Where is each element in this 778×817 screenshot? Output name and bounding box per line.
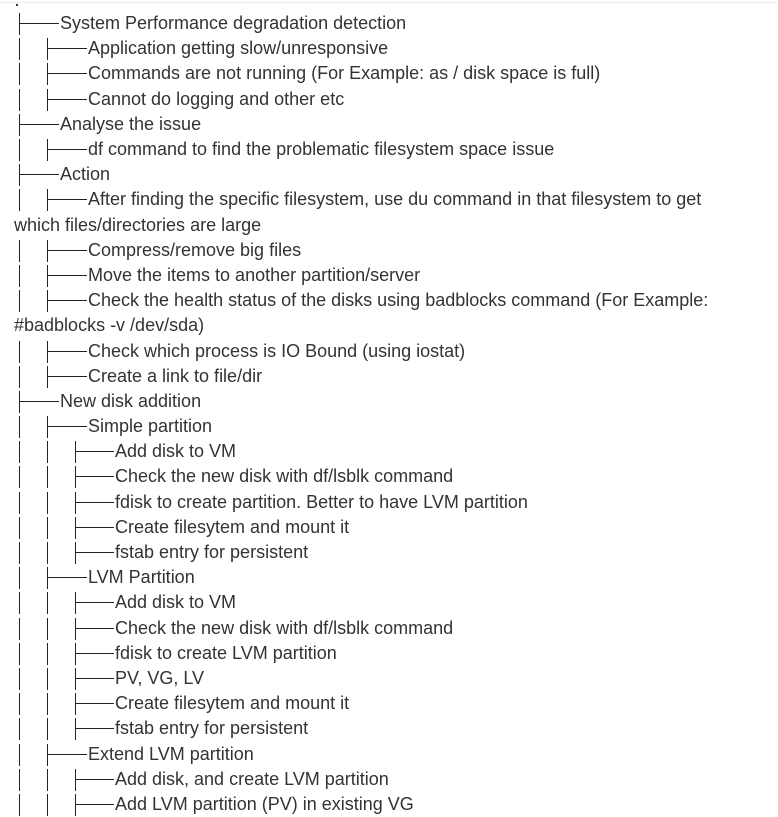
tree-item <box>14 414 764 439</box>
tree-branch-line <box>75 466 76 488</box>
bullet-dot <box>16 4 18 6</box>
tree-item <box>14 339 764 364</box>
tree-vertical-line <box>19 769 20 791</box>
tree-item-label: PV, VG, LV <box>115 667 205 688</box>
tree-connector <box>14 792 115 817</box>
tree-connector <box>14 61 88 86</box>
tree-item <box>14 288 764 338</box>
tree-branch-line <box>75 718 76 740</box>
tree-item <box>14 439 764 464</box>
tree-branch-line <box>75 476 114 477</box>
tree-vertical-line <box>47 592 48 614</box>
tree-vertical-line <box>47 668 48 690</box>
tree-vertical-line <box>47 794 48 816</box>
tree-item-label: Check the new disk with df/lsblk command <box>115 617 454 638</box>
tree-item <box>14 364 764 389</box>
tree-branch-line <box>75 779 114 780</box>
tree-vertical-line <box>19 89 20 111</box>
tree-branch-line <box>75 618 76 640</box>
tree-branch-line <box>75 804 114 805</box>
tree-branch-line <box>75 703 114 704</box>
tree-vertical-line <box>19 668 20 690</box>
tree-vertical-line <box>47 693 48 715</box>
top-border <box>0 2 778 3</box>
tree-connector <box>14 691 115 716</box>
tree-vertical-line <box>47 769 48 791</box>
tree-vertical-line <box>47 492 48 514</box>
tree-branch-line <box>75 668 76 690</box>
tree-connector <box>14 137 88 162</box>
tree-connector <box>14 238 88 263</box>
tree-vertical-line <box>19 794 20 816</box>
tree-item-label: Create filesytem and mount it <box>115 693 350 714</box>
tree-vertical-line <box>19 693 20 715</box>
tree-branch-line <box>47 290 48 312</box>
tree-item-label-continuation: which files/directories are large <box>14 214 262 235</box>
tree-item <box>14 389 764 414</box>
tree-item-label: Check the new disk with df/lsblk command <box>115 466 454 487</box>
tree-branch-line <box>47 265 48 287</box>
tree-connector <box>14 87 88 112</box>
tree-item <box>14 590 764 615</box>
tree-item <box>14 540 764 565</box>
tree-connector <box>14 767 115 792</box>
tree-connector <box>14 490 115 515</box>
tree-branch-line <box>75 592 76 614</box>
tree-connector <box>14 162 60 187</box>
tree-item-label: Application getting slow/unresponsive <box>88 38 389 59</box>
tree-item <box>14 616 764 641</box>
tree-branch-line <box>75 492 76 514</box>
tree-vertical-line <box>19 618 20 640</box>
tree-item-label: fstab entry for persistent <box>115 542 309 562</box>
tree-vertical-line <box>47 718 48 740</box>
tree-vertical-line <box>19 416 20 438</box>
tree-item-label: Add LVM partition (PV) in existing VG <box>115 793 414 814</box>
tree-item <box>14 187 764 237</box>
tree-item-label: df command to find the problematic filesystem space issue <box>88 138 555 159</box>
tree-connector <box>14 414 88 439</box>
tree-vertical-line <box>47 618 48 640</box>
tree-item <box>14 691 764 716</box>
tree-branch-line <box>47 240 48 262</box>
tree-branch-line <box>75 728 114 729</box>
tree-vertical-line <box>19 139 20 161</box>
tree-connector <box>14 339 88 364</box>
tree-branch-line <box>19 23 59 24</box>
tree-branch-line <box>47 38 48 60</box>
tree-item-label: Extend LVM partition <box>88 743 254 764</box>
tree-branch-line <box>19 124 59 125</box>
tree-item-label: System Performance degradation detection <box>60 13 407 33</box>
tree-item <box>14 162 764 187</box>
tree-branch-line <box>47 577 87 578</box>
tree-branch-line <box>75 628 114 629</box>
tree-item-label: fdisk to create partition. Better to have LVM partition <box>115 491 528 512</box>
tree-item <box>14 238 764 263</box>
tree-branch-line <box>19 391 20 413</box>
tree-connector <box>14 515 115 540</box>
tree-item <box>14 263 764 288</box>
tree-vertical-line <box>19 341 20 363</box>
tree-connector <box>14 590 115 615</box>
tree-branch-line <box>47 199 87 200</box>
tree-branch-line <box>75 552 114 553</box>
tree-connector <box>14 11 60 36</box>
tree-vertical-line <box>19 744 20 766</box>
tree-item <box>14 641 764 666</box>
tree-item <box>14 87 764 112</box>
tree-branch-line <box>47 426 87 427</box>
tree-branch-line <box>19 174 59 175</box>
tree-connector <box>14 641 115 666</box>
tree-item <box>14 767 764 792</box>
tree-vertical-line <box>19 567 20 589</box>
tree-branch-line <box>47 416 48 438</box>
tree-vertical-line <box>19 492 20 514</box>
tree-item-label: fstab entry for persistent <box>115 718 309 739</box>
tree-connector <box>14 540 115 565</box>
tree-vertical-line <box>47 517 48 539</box>
tree-item-label: LVM Partition <box>88 567 195 588</box>
tree-item-label: Analyse the issue <box>60 113 202 134</box>
tree-branch-line <box>75 517 76 539</box>
tree-item <box>14 61 764 86</box>
tree-branch-line <box>47 341 48 363</box>
tree-vertical-line <box>47 542 48 564</box>
tree-item <box>14 742 764 767</box>
tree-vertical-line <box>19 38 20 60</box>
tree-item-label: fdisk to create LVM partition <box>115 642 337 663</box>
tree-branch-line <box>75 693 76 715</box>
tree-vertical-line <box>19 643 20 665</box>
tree-branch-line <box>75 678 114 679</box>
tree-vertical-line <box>47 466 48 488</box>
tree-item-label: Simple partition <box>88 416 213 437</box>
tree-item-label: Commands are not running (For Example: as / disk space is full) <box>88 63 601 84</box>
tree-branch-line <box>75 441 76 463</box>
tree-branch-line <box>75 643 76 665</box>
tree-branch-line <box>47 351 87 352</box>
tree-branch-line <box>47 149 87 150</box>
tree-item <box>14 112 764 137</box>
tree-item <box>14 716 764 741</box>
tree-vertical-line <box>19 718 20 740</box>
tree-connector <box>14 112 60 137</box>
tree-branch-line <box>47 63 48 85</box>
tree-branch-line <box>75 769 76 791</box>
tree-branch-line <box>75 527 114 528</box>
tree-connector <box>14 742 88 767</box>
tree-connector <box>14 389 60 414</box>
tree-branch-line <box>47 366 48 388</box>
tree-connector <box>14 187 88 212</box>
tree-item-label: Add disk, and create LVM partition <box>115 768 389 789</box>
tree-branch-line <box>47 189 48 211</box>
tree-connector <box>14 36 88 61</box>
tree-item <box>14 666 764 691</box>
tree-branch-line <box>75 542 76 564</box>
tree-item-label: Compress/remove big files <box>88 239 302 260</box>
tree-item-label-continuation: #badblocks -v /dev/sda) <box>14 315 205 336</box>
tree-branch-line <box>75 502 114 503</box>
tree-branch-line <box>47 275 87 276</box>
tree-connector <box>14 288 88 313</box>
tree-item-label: Create filesytem and mount it <box>115 516 350 537</box>
tree-item <box>14 515 764 540</box>
tree-vertical-line <box>19 290 20 312</box>
tree-item <box>14 137 764 162</box>
tree-branch-line <box>19 164 20 186</box>
tree-item-label: Create a link to file/dir <box>88 365 263 386</box>
tree-branch-line <box>47 376 87 377</box>
tree-connector <box>14 263 88 288</box>
tree-vertical-line <box>19 366 20 388</box>
tree-branch-line <box>47 48 87 49</box>
tree-branch-line <box>47 99 87 100</box>
tree-item-label: Add disk to VM <box>115 592 237 613</box>
tree-branch-line <box>47 139 48 161</box>
tree-vertical-line <box>19 63 20 85</box>
tree-connector <box>14 716 115 741</box>
tree-item-label: Cannot do logging and other etc <box>88 88 345 109</box>
tree-item-label: Check which process is IO Bound (using iostat) <box>88 340 466 361</box>
tree-branch-line <box>75 794 76 816</box>
tree-vertical-line <box>47 643 48 665</box>
tree-vertical-line <box>19 542 20 564</box>
tree-vertical-line <box>19 517 20 539</box>
tree-item <box>14 464 764 489</box>
tree-branch-line <box>75 451 114 452</box>
tree-item <box>14 490 764 515</box>
tree-branch-line <box>47 300 87 301</box>
tree-item <box>14 565 764 590</box>
tree-branch-line <box>19 13 20 35</box>
tree-vertical-line <box>19 189 20 211</box>
tree-item-label: Move the items to another partition/server <box>88 264 421 285</box>
tree-item-label: After finding the specific filesystem, use du command in that filesystem to get <box>88 189 702 210</box>
tree-vertical-line <box>19 441 20 463</box>
tree-branch-line <box>47 250 87 251</box>
tree-connector <box>14 464 115 489</box>
tree-item <box>14 792 764 817</box>
tree-vertical-line <box>19 466 20 488</box>
tree-branch-line <box>47 89 48 111</box>
tree-branch-line <box>19 401 59 402</box>
tree-connector <box>14 616 115 641</box>
tree-vertical-line <box>19 592 20 614</box>
tree-connector <box>14 439 115 464</box>
tree-vertical-line <box>19 240 20 262</box>
tree-vertical-line <box>47 441 48 463</box>
tree-branch-line <box>47 754 87 755</box>
tree-item <box>14 11 764 36</box>
tree-item <box>14 36 764 61</box>
tree-item-label: Check the health status of the disks using badblocks command (For Example: <box>88 290 709 311</box>
tree-connector <box>14 364 88 389</box>
tree-branch-line <box>47 73 87 74</box>
tree-connector <box>14 565 88 590</box>
tree-branch-line <box>19 114 20 136</box>
tree-item-label: Action <box>60 164 111 185</box>
tree-branch-line <box>75 653 114 654</box>
tree-branch-line <box>47 567 48 589</box>
tree-document <box>14 11 764 817</box>
tree-connector <box>14 666 115 691</box>
tree-branch-line <box>47 744 48 766</box>
tree-vertical-line <box>19 265 20 287</box>
tree-item-label: Add disk to VM <box>115 441 237 462</box>
tree-item-label: New disk addition <box>60 390 202 411</box>
tree-branch-line <box>75 602 114 603</box>
